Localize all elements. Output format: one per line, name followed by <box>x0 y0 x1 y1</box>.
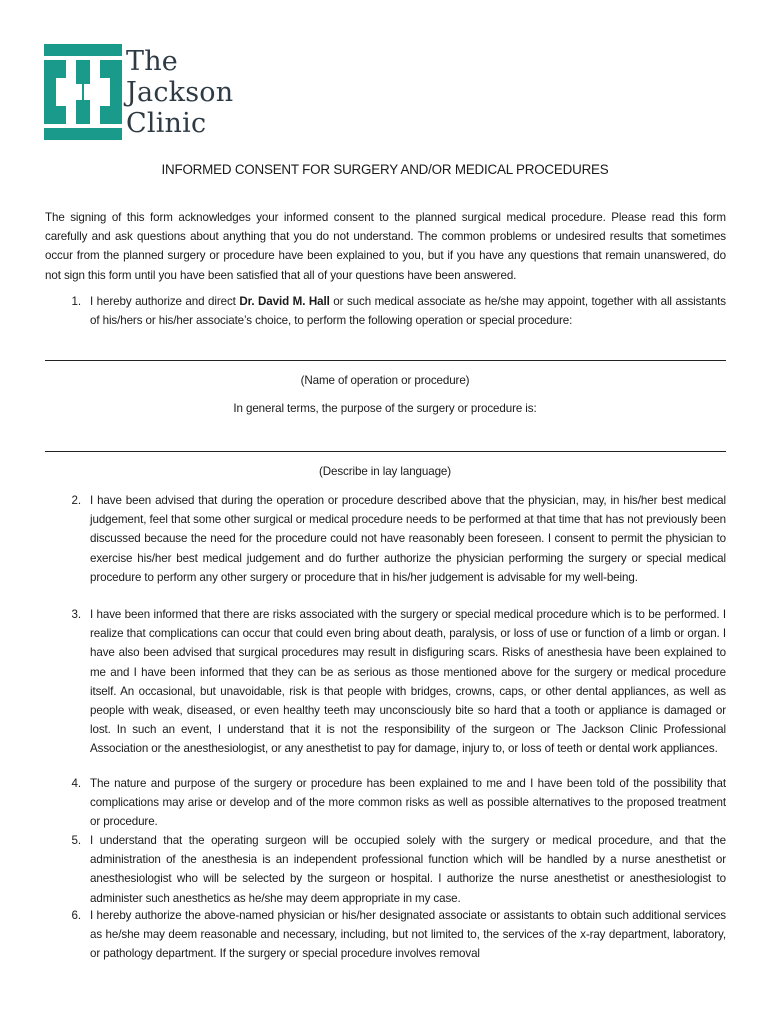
consent-item-6 <box>45 906 726 964</box>
jackson-clinic-logo <box>44 44 244 144</box>
jackson-clinic-wordmark <box>126 46 233 139</box>
item-number: 5. <box>71 834 81 847</box>
consent-item-1 <box>45 292 726 330</box>
purpose-description-line[interactable] <box>45 451 726 452</box>
item-text: I have been advised that during the operation or procedure described above that the physician, may, in his/her best medical judgement, feel that some other surgical or medical procedure needs to be performed at that time that has not previously been discussed because the need for the procedure could not have reasonably been foreseen. I consent to permit the physician to exercise his/her best medical judgement and do further authorize the physician performing the surgery or special medical procedure to perform any other surgery or procedure that in his/her judgement is advisable for my well-being. <box>90 494 726 584</box>
consent-item-4 <box>45 774 726 832</box>
item-text: I understand that the operating surgeon will be occupied solely with the surgery or medical procedure, and that the administration of the anesthesia is an independent professional function which will be handled by a nurse anesthetist or anesthesiologist who will be selected by the surgeon or hospital. I authorize the nurse anesthetist or anesthesiologist to administer such anesthetics as he/she may deem appropriate in my case. <box>90 834 726 905</box>
item-number: 2. <box>71 494 81 507</box>
item-text: I hereby authorize and direct Dr. David M. Hall or such medical associate as he/she may appoint, together with all assistants of his/hers or his/her associate’s choice, to perform the following operation or special procedure: <box>90 295 726 328</box>
logo-line-clinic: Clinic <box>126 108 207 139</box>
lay-language-caption: (Describe in lay language) <box>318 465 452 478</box>
operation-name-caption: (Name of operation or procedure) <box>300 374 470 387</box>
item-text: The nature and purpose of the surgery or procedure has been explained to me and I have been told of the possibility that complications may arise or develop and of the more common risks as well as possible alternatives to the proposed treatment or procedure. <box>90 777 726 829</box>
logo-line-jackson: Jackson <box>126 77 234 108</box>
item-number: 1. <box>71 295 81 308</box>
intro-paragraph: The signing of this form acknowledges your informed consent to the planned surgical medical procedure. Please read this form carefully and ask questions about anything that you do not understand. The common problems or undesired results that sometimes occur from the planned surgery or procedure have been explained to you, but if you have any questions that remain unanswered, do not sign this form until you have been satisfied that all of your questions have been answered. <box>45 211 726 282</box>
purpose-line: In general terms, the purpose of the surgery or procedure is: <box>233 402 537 415</box>
item-text: I hereby authorize the above-named physician or his/her designated associate or assistants to obtain such additional services as he/she may deem reasonable and necessary, including, but not limited to, the services of the x-ray department, laboratory, or pathology department. If the surgery or special procedure involves removal <box>90 909 726 961</box>
jackson-clinic-logo-mark-icon <box>44 44 122 140</box>
item-number: 4. <box>71 777 81 790</box>
document-title: INFORMED CONSENT FOR SURGERY AND/OR MEDICAL PROCEDURES <box>161 162 609 177</box>
item-number: 6. <box>71 909 81 922</box>
consent-item-5 <box>45 831 726 908</box>
operation-name-line[interactable] <box>45 360 726 361</box>
item-text: I have been informed that there are risks associated with the surgery or special medical procedure which is to be performed. I realize that complications can occur that could even bring about death, paralysis, or loss of use or function of a limb or organ. I have also been advised that surgical procedures may result in disfiguring scars. Risks of anesthesia have been explained to me and I have been informed that they can be as serious as those mentioned above for the surgery or medical procedure itself. An occasional, but unavoidable, risk is that people with bridges, crowns, caps, or other dental appliances, as well as people with weak, diseased, or even healthy teeth may unconsciously bite so hard that a tooth or appliance is damaged or lost. In such an event, I understand that it is not the responsibility of the surgeon or The Jackson Clinic Professional Association or the anesthesiologist, or any anesthetist to pay for damage, injury to, or loss of teeth or dental work appliances. <box>90 608 726 756</box>
consent-item-2 <box>45 491 726 587</box>
physician-name: Dr. David M. Hall <box>239 295 330 308</box>
logo-line-the: The <box>126 46 178 77</box>
item-number: 3. <box>71 608 81 621</box>
consent-item-3 <box>45 605 726 759</box>
